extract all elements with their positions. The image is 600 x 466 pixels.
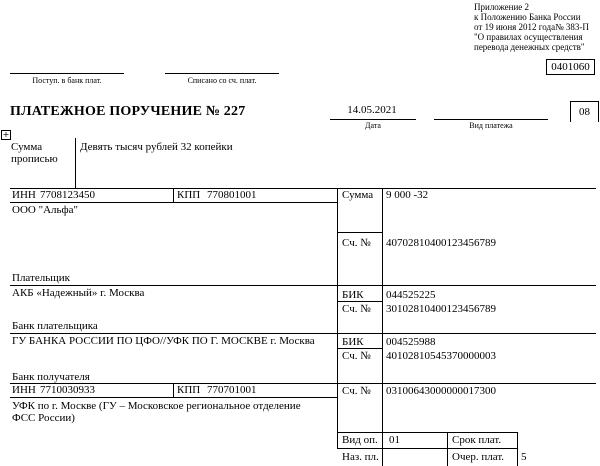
payer-bank-bik: 044525225 [386, 289, 436, 301]
divider [10, 397, 337, 398]
ocher-value: 5 [521, 451, 527, 463]
payee-bank-corr-label: Сч. № [342, 350, 371, 362]
naz-pl-label: Наз. пл. [342, 451, 379, 463]
payer-bank-corr-label: Сч. № [342, 303, 371, 315]
payer-inn: 7708123450 [40, 189, 95, 201]
divider [337, 348, 382, 349]
payment-type-line [434, 119, 548, 120]
vid-op-value: 01 [389, 434, 400, 446]
payee-account-label: Сч. № [342, 385, 371, 397]
divider [337, 301, 382, 302]
payer-kpp: 770801001 [207, 189, 257, 201]
payee-name: УФК по г. Москве (ГУ – Московское региональное отделение ФСС России) [12, 400, 301, 424]
payee-account: 03100643000000017300 [386, 385, 496, 397]
ocher-label: Очер. плат. [452, 451, 505, 463]
payee-bank-role-label: Банк получателя [12, 371, 90, 383]
srok-label: Срок плат. [452, 434, 502, 446]
divider [337, 232, 382, 233]
divider [10, 383, 596, 384]
payer-inn-label: ИНН [12, 189, 36, 201]
payer-bank-role-label: Банк плательщика [12, 320, 98, 332]
divider [173, 188, 174, 202]
divider [173, 383, 174, 397]
divider [337, 432, 517, 433]
form-code: 0401060 [546, 59, 595, 75]
divider [10, 202, 337, 203]
divider [382, 188, 383, 466]
amount-label: Сумма [342, 189, 374, 201]
divider [447, 432, 448, 466]
vid-op-label: Вид оп. [342, 434, 378, 446]
amount-words-label: Сумма прописью [11, 141, 58, 165]
page-title: ПЛАТЕЖНОЕ ПОРУЧЕНИЕ № 227 [10, 104, 246, 119]
received-line [10, 73, 124, 74]
divider [10, 285, 596, 286]
payer-account-label: Сч. № [342, 237, 371, 249]
payee-kpp-label: КПП [177, 384, 201, 396]
date-line [330, 119, 416, 120]
payee-inn: 7710030933 [40, 384, 95, 396]
appendix-note: Приложение 2 к Положению Банка России от 19 июня 2012 года№ 383-П "О правилах осуществления перевода денежных средств" [474, 2, 589, 52]
divider [75, 138, 76, 188]
payer-name: ООО "Альфа" [12, 204, 79, 216]
date-label: Дата [365, 121, 381, 130]
divider [337, 188, 338, 448]
payer-bank-name: АКБ «Надежный» г. Москва [12, 287, 145, 299]
divider [517, 432, 518, 466]
divider [10, 188, 596, 189]
payment-type-label: Вид платежа [469, 121, 513, 130]
payer-kpp-label: КПП [177, 189, 201, 201]
order-date: 14.05.2021 [347, 104, 397, 116]
payer-bank-corr: 30102810400123456789 [386, 303, 496, 315]
payee-bank-bik: 004525988 [386, 336, 436, 348]
divider [337, 448, 517, 449]
amount-value: 9 000 -32 [386, 189, 429, 201]
debited-label: Списано со сч. плат. [187, 76, 257, 85]
divider [10, 333, 596, 334]
payer-role-label: Плательщик [12, 272, 70, 284]
payee-inn-label: ИНН [12, 384, 36, 396]
debited-line [165, 73, 279, 74]
payee-kpp: 770701001 [207, 384, 257, 396]
payer-account: 40702810400123456789 [386, 237, 496, 249]
payee-bank-name: ГУ БАНКА РОССИИ ПО ЦФО//УФК ПО Г. МОСКВЕ г. Москва [12, 335, 315, 347]
payee-bank-bik-label: БИК [342, 336, 364, 348]
status-code: 08 [570, 101, 599, 122]
received-label: Поступ. в банк плат. [32, 76, 102, 85]
payer-bank-bik-label: БИК [342, 289, 364, 301]
payee-bank-corr: 40102810545370000003 [386, 350, 496, 362]
expand-icon[interactable]: + [2, 130, 10, 139]
amount-words-value: Девять тысяч рублей 32 копейки [80, 141, 233, 153]
